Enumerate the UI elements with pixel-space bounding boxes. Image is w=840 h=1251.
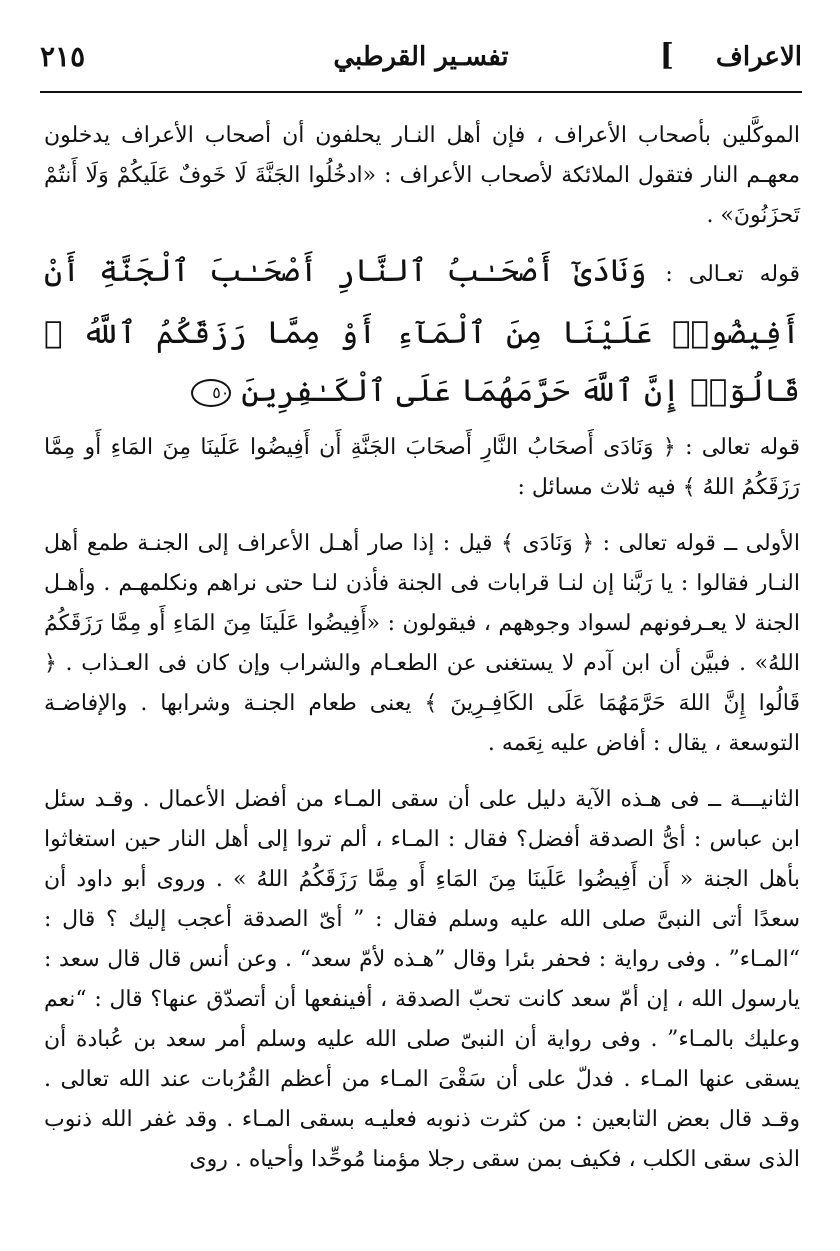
page-body (44, 116, 800, 1180)
first-issue-paragraph: الأولى ــ قوله تعالى : ﴿ وَنَادَى ﴾ قيل : إذا صار أهـل الأعراف إلى الجنـة طمع أهل النـار فقالوا : يا رَبَّنا إن لنـا قرابات فى الجنة فأذن لنـا حتى نراهم ونكلمهـم . وأهـل الجنة لا يعـرفونهم لسواد وجوههم ، فيقولون : «أَفِيضُوا عَلَينَا مِنَ المَاءِ أَو مِمَّا رَزَقَكُمُ اللهُ» . فبيَّن أن ابن آدم لا يستغنى عن الطعـام والشراب وإن كان فى العـذاب . ﴿ قَالُوا إِنَّ اللهَ حَرَّمَهُمَا عَلَى الكَافِـرِينَ ﴾ يعنى طعام الجنـة وشرابها . والإفاضـة التوسعة ، يقال : أفاض عليه نِعَمه . (44, 531, 800, 756)
page-header (40, 38, 802, 88)
second-issue-paragraph: الثانيـــة ــ فى هـذه الآية دليل على أن سقى المـاء من أفضل الأعمال . وقـد سئل ابن عباس : أىُّ الصدقة أفضل؟ فقال : المـاء ، ألم تروا إلى أهل النار حين استغاثوا بأهل الجنة « أَن أَفِيضُوا عَلَينَا مِنَ المَاءِ أَو مِمَّا رَزَقَكُمُ اللهُ » . وروى أبو داود أن سعدًا أتى النبىَّ صلى الله عليه وسلم فقال : ” أىّ الصدقة أعجب إليك ؟ قال : “المـاء” . وفى رواية : فحفر بئرا وقال ”هـذه لأمّ سعد“ . وعن أنس قال قال سعد : يارسول الله ، إن أمّ سعد كانت تحبّ الصدقة ، أفينفعها أن أتصدّق عنها؟ قال : “نعم وعليك بالمـاء” . وفى رواية أن النبىّ صلى الله عليه وسلم أمر سعد بن عُبادة أن يسقى عنها المـاء . فدلّ على أن سَقْىَ المـاء من أعظم القُرُبات عند الله تعالى . وقـد قال بعض التابعين : من كثرت ذنوبه فعليـه بسقى المـاء . وقد غفر الله ذنوب الذى سقى الكلب ، فكيف بمن سقى رجلا مؤمنا مُوحِّدا وأحياه . روى (44, 787, 800, 1172)
verse-text: وَنَادَىٰٓ أَصْحَـٰبُ ٱلنَّارِ أَصْحَـٰبَ ٱلْجَنَّةِ أَنْ أَفِيضُوا۟ عَلَيْنَا مِنَ ٱلْمَآءِ أَوْ مِمَّا رَزَقَكُمُ ٱللَّهُ ۚ قَالُوٓا۟ إِنَّ ٱللَّهَ حَرَّمَهُمَا عَلَى ٱلْكَـٰفِرِينَ (44, 253, 800, 409)
intro-paragraph: الموكَّلين بأصحاب الأعراف ، فإن أهل النـار يحلفون أن أصحاب الأعراف يدخلون معهـم النار فتقول الملائكة لأصحاب الأعراف : «ادخُلُوا الجَنَّةَ لَا خَوفٌ عَلَيكُمْ وَلَا أَنتُمْ تَحزَنُونَ» . (44, 123, 800, 228)
ayah-number-marker: ٥٠ (191, 379, 231, 407)
chapter-name: الاعراف (715, 42, 802, 72)
verse-lead: قوله تعـالى : (665, 262, 800, 287)
quran-verse (44, 242, 800, 420)
header-bracket: ] (659, 38, 674, 73)
header-rule (40, 91, 802, 93)
issues-intro-paragraph: قوله تعالى : ﴿ وَنَادَى أَصحَابُ النَّارِ أَصحَابَ الجَنَّةِ أَن أَفِيضُوا عَلَينَا مِنَ المَاءِ أَو مِمَّا رَزَقَكُمُ اللهُ ﴾ فيه ثلاث مسائل : (44, 435, 800, 500)
paragraph-gap (44, 764, 800, 780)
paragraph-gap (44, 508, 800, 524)
book-title: تفسـير القرطبي (333, 42, 509, 72)
page-number: ٢١٥ (40, 40, 86, 73)
